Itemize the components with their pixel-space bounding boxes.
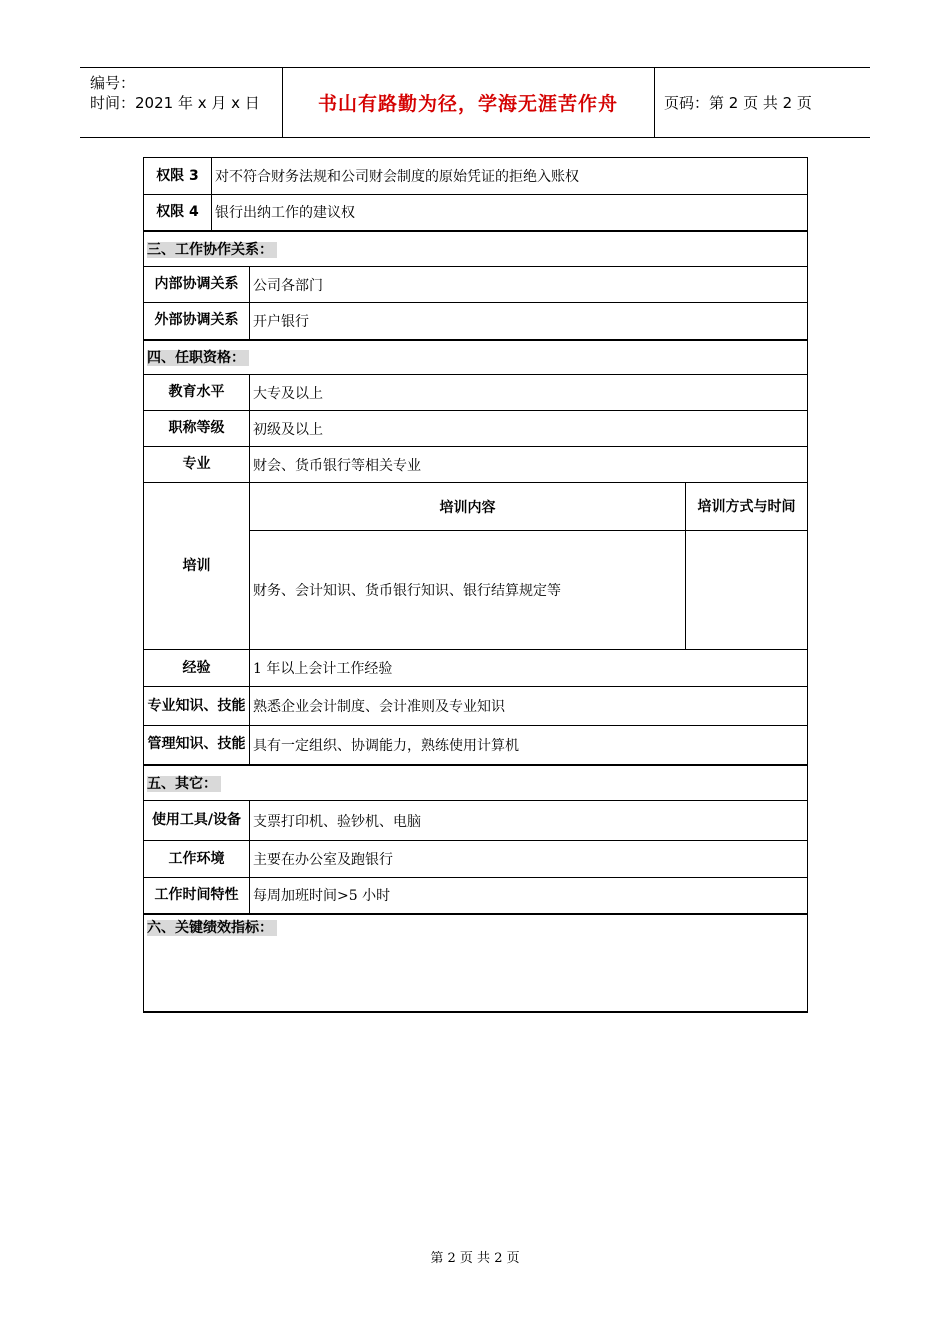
table-row	[144, 801, 808, 841]
table-row	[144, 158, 808, 195]
table-row	[144, 650, 808, 687]
title-value: 初级及以上	[250, 411, 808, 447]
section-title-kpi: 六、关键绩效指标：	[147, 920, 277, 936]
table-row	[144, 303, 808, 340]
internal-value: 公司各部门	[250, 267, 808, 303]
training-method-header: 培训方式与时间	[686, 483, 808, 531]
education-value: 大专及以上	[250, 375, 808, 411]
header-motto-cell	[282, 68, 655, 137]
document-number: 编号：	[90, 74, 136, 92]
perm4-label: 权限 4	[144, 195, 212, 231]
management-label: 管理知识、技能	[144, 726, 250, 765]
motto: 书山有路勤为径，学海无涯苦作舟	[317, 93, 618, 115]
title-label: 职称等级	[144, 411, 250, 447]
table-row	[144, 878, 808, 914]
table-row	[144, 411, 808, 447]
section-row	[144, 765, 808, 801]
perm3-value: 对不符合财务法规和公司财会制度的原始凭证的拒绝入账权	[212, 158, 808, 195]
table-row	[144, 267, 808, 303]
management-value: 具有一定组织、协调能力，熟练使用计算机	[250, 726, 808, 765]
experience-label: 经验	[144, 650, 250, 687]
table-row	[144, 375, 808, 411]
training-label: 培训	[144, 483, 250, 650]
table-row	[144, 483, 808, 531]
education-label: 教育水平	[144, 375, 250, 411]
section-row	[144, 914, 808, 1012]
table-row	[144, 687, 808, 726]
tools-value: 支票打印机、验钞机、电脑	[250, 801, 808, 841]
section-row	[144, 340, 808, 375]
external-value: 开户银行	[250, 303, 808, 340]
work-time-value: 每周加班时间>5 小时	[250, 878, 808, 914]
major-label: 专业	[144, 447, 250, 483]
section-title-qualifications: 四、任职资格：	[147, 350, 249, 366]
major-value: 财会、货币银行等相关专业	[250, 447, 808, 483]
table-row	[144, 195, 808, 231]
skill-label: 专业知识、技能	[144, 687, 250, 726]
environment-label: 工作环境	[144, 841, 250, 878]
training-content-header: 培训内容	[250, 483, 686, 531]
page-info: 页码：第 2 页 共 2 页	[664, 94, 812, 112]
perm3-label: 权限 3	[144, 158, 212, 195]
page-header	[80, 67, 870, 138]
perm4-value: 银行出纳工作的建议权	[212, 195, 808, 231]
external-label: 外部协调关系	[144, 303, 250, 340]
environment-value: 主要在办公室及跑银行	[250, 841, 808, 878]
document-date: 时间：2021 年 x 月 x 日	[90, 94, 260, 112]
job-description-table	[143, 157, 808, 1013]
table-row	[144, 841, 808, 878]
section-row	[144, 231, 808, 267]
page-footer: 第 2 页 共 2 页	[430, 1251, 520, 1266]
tools-label: 使用工具/设备	[144, 801, 250, 841]
section-title-collaboration: 三、工作协作关系：	[147, 242, 277, 258]
section-title-other: 五、其它：	[147, 776, 221, 792]
header-meta-cell	[80, 68, 283, 137]
work-time-label: 工作时间特性	[144, 878, 250, 914]
header-page-cell	[655, 68, 870, 137]
table-row	[144, 447, 808, 483]
table-row	[144, 726, 808, 765]
internal-label: 内部协调关系	[144, 267, 250, 303]
training-method	[686, 531, 808, 650]
training-content: 财务、会计知识、货币银行知识、银行结算规定等	[250, 531, 686, 650]
skill-value: 熟悉企业会计制度、会计准则及专业知识	[250, 687, 808, 726]
experience-value: 1 年以上会计工作经验	[250, 650, 808, 687]
